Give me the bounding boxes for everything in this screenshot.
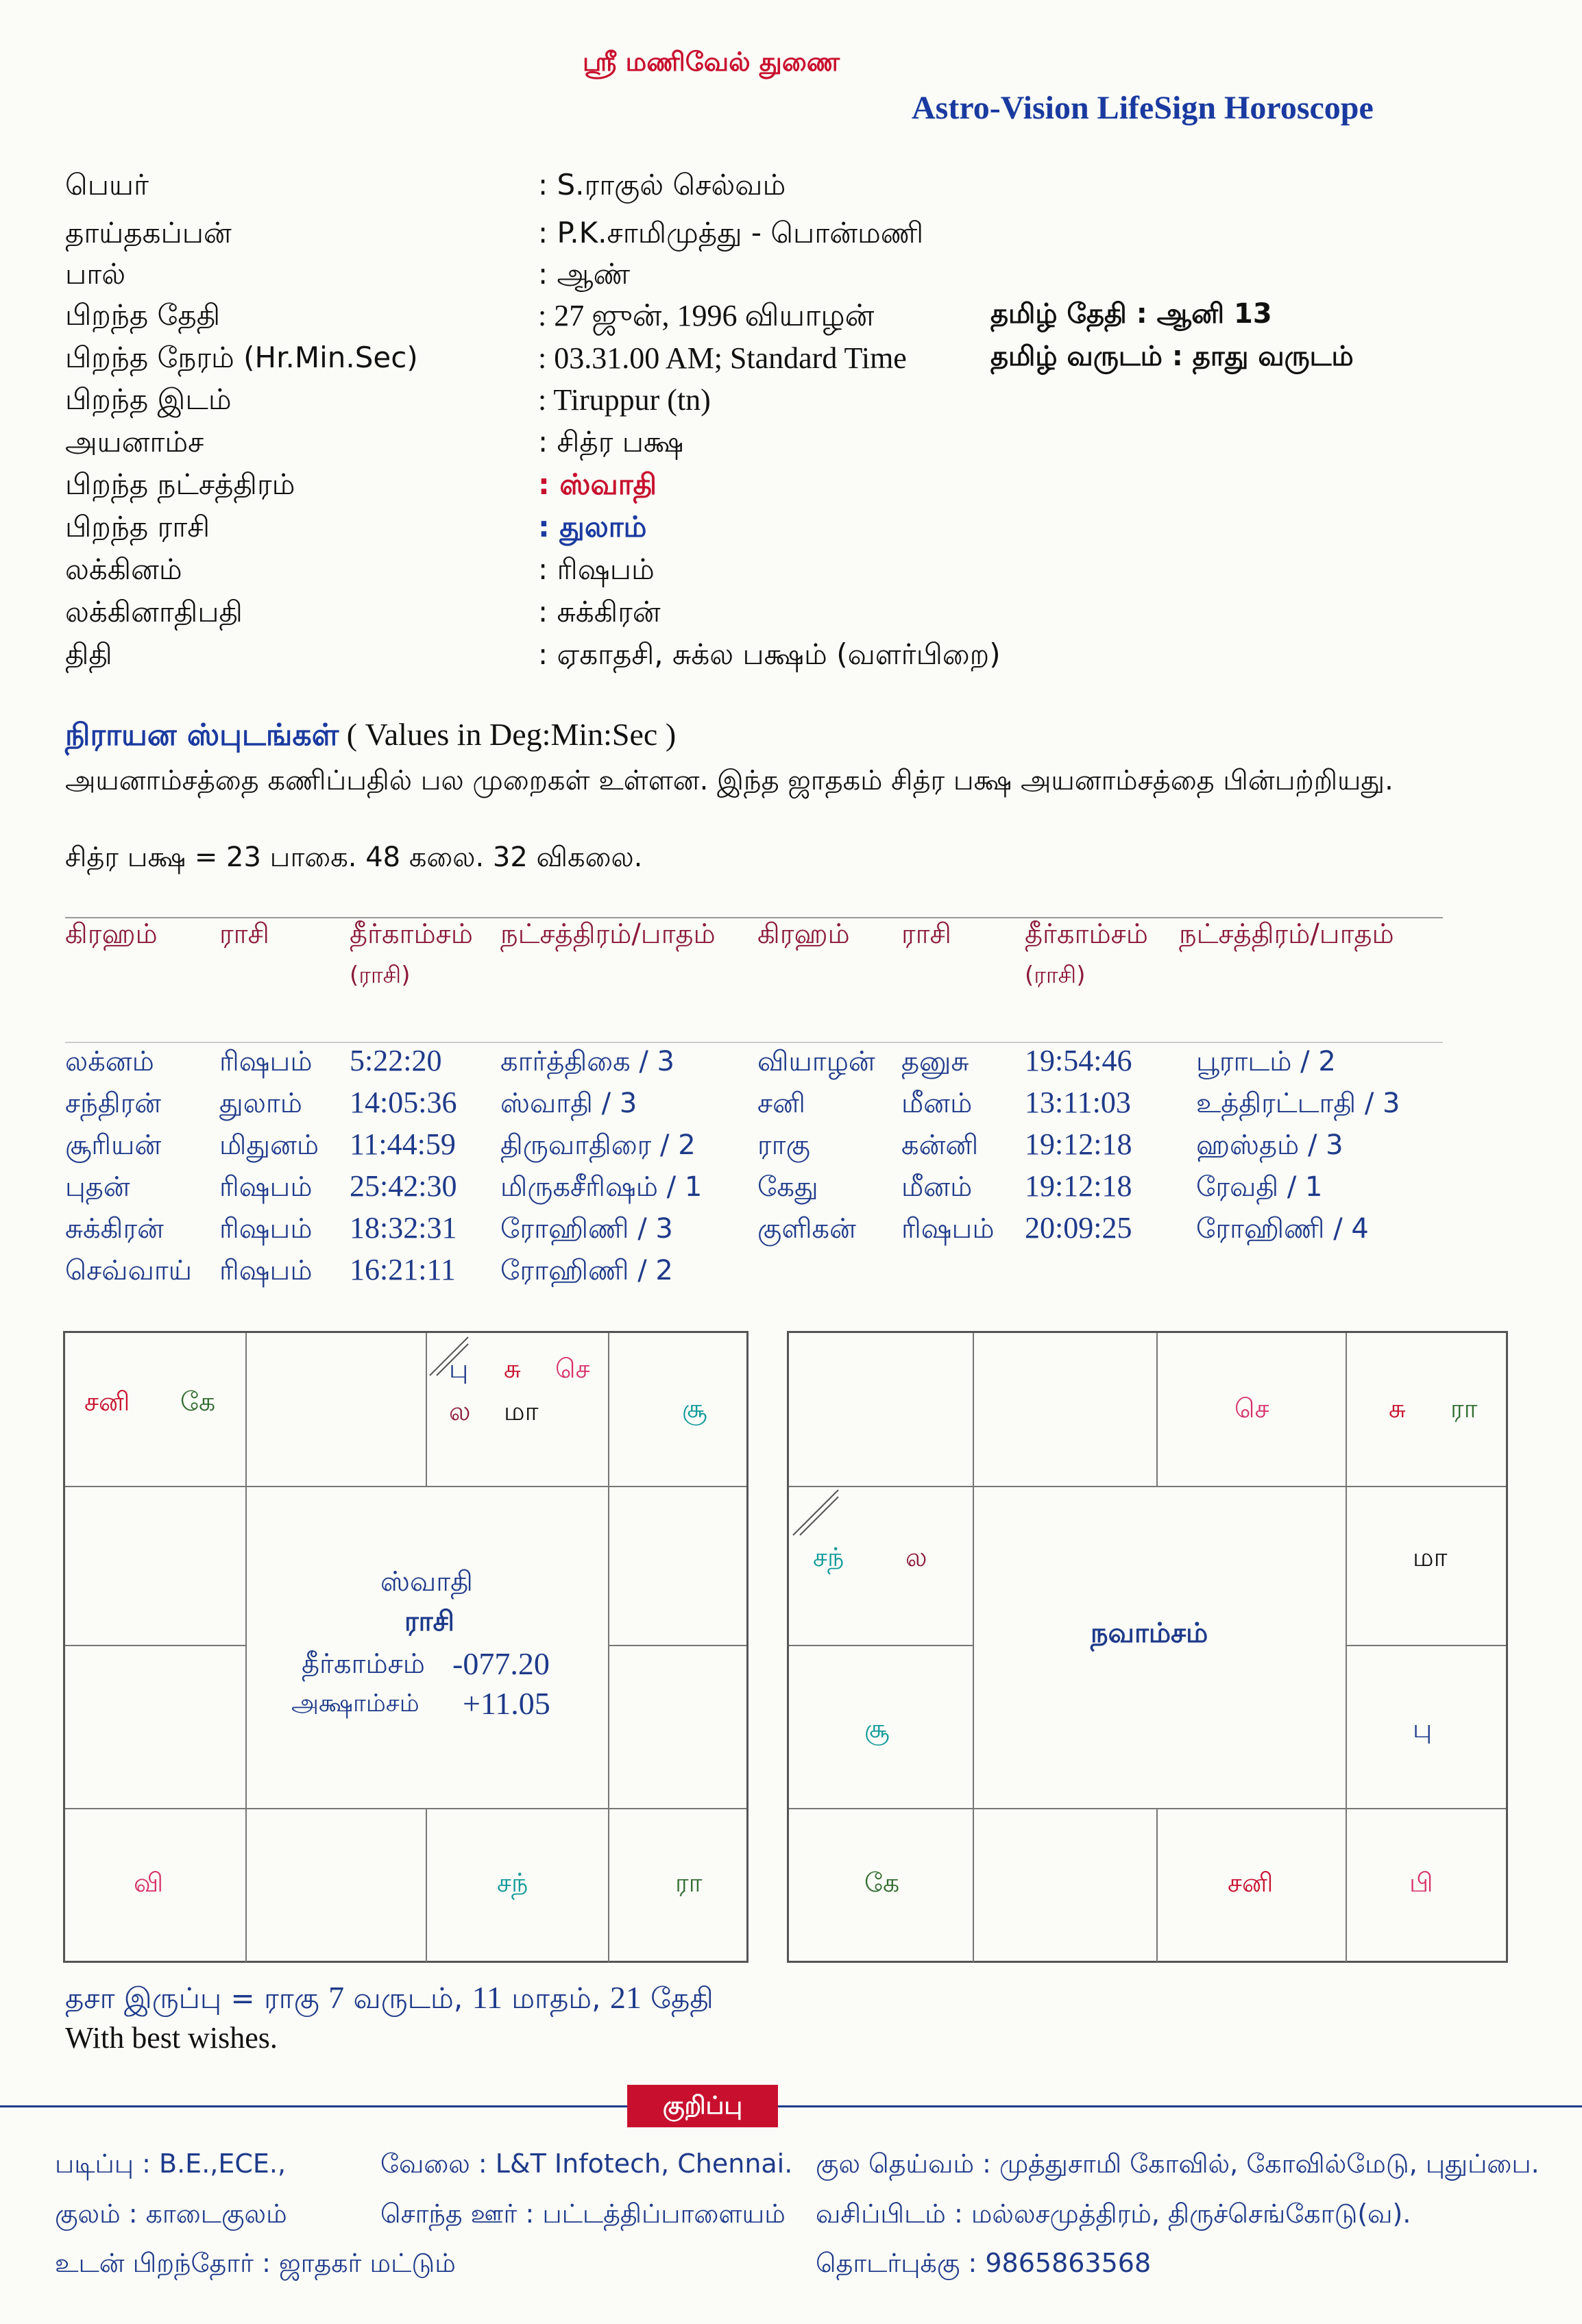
footer-badge: குறிப்பு (627, 2085, 778, 2127)
profile-row-tithi (0, 637, 1582, 677)
rasi-h9-chandran: சந் (497, 1868, 528, 1898)
profile-label: பிறந்த இடம் (65, 382, 232, 416)
profile-value: : 27 ஜுன், 1996 வியாழன் (538, 299, 875, 332)
profile-label: பிறந்த நேரம் (Hr.Min.Sec) (65, 341, 418, 374)
cell-nak: ரோஹிணி / 4 (1196, 1213, 1369, 1245)
dasa-months-label: மாதம், (502, 1981, 610, 2015)
profile-value: : சுக்கிரன் (538, 595, 661, 628)
cell-deg: 18:32:31 (350, 1211, 457, 1245)
dasa-balance (65, 1979, 714, 2019)
dasa-days: 21 (609, 1980, 642, 2015)
cell-rasi: ரிஷபம் (219, 1213, 313, 1245)
nav-h8-sani: சனி (1228, 1868, 1274, 1898)
cell-graham: புதன் (65, 1171, 130, 1203)
nav-h7-viyazhan: பி (1409, 1868, 1433, 1898)
cell-deg: 11:44:59 (350, 1127, 456, 1161)
profile-value: : ஸ்வாதி (538, 467, 657, 501)
profile-row-place (0, 382, 1582, 422)
cell-rasi: தனுசு (901, 1046, 969, 1077)
profile-label: அயனாம்ச (65, 425, 204, 458)
cell-deg: 5:22:20 (350, 1044, 442, 1077)
profile-row-lagna (0, 552, 1582, 592)
rasi-h1-ketu: கே (180, 1386, 216, 1417)
cell-deg: 19:54:46 (1025, 1044, 1132, 1077)
cell-graham: லக்னம் (65, 1046, 154, 1077)
cell-nak: உத்திரட்டாதி / 3 (1196, 1088, 1400, 1119)
footer-residence: வசிப்பிடம் : மல்லசமுத்திரம், திருச்செங்கோடு(வ). (816, 2199, 1411, 2229)
cell-nak: கார்த்திகை / 3 (500, 1046, 675, 1077)
profile-value: : P.K.சாமிமுத்து - பொன்மணி (538, 216, 924, 249)
cell-rasi: துலாம் (219, 1088, 302, 1119)
profile-value: : ஏகாதசி, சுக்ல பக்ஷம் (வளர்பிறை) (538, 637, 1001, 671)
nav-h10-ketu: கே (864, 1868, 900, 1898)
profile-value: : ரிஷபம் (538, 552, 655, 586)
cell-nak: ரோஹிணி / 3 (500, 1213, 673, 1245)
nav-h11-suriyan: சூ (864, 1713, 890, 1744)
profile-row-dob (0, 298, 1582, 338)
profile-value: : ஆண் (538, 257, 631, 291)
footer-contact: தொடர்புக்கு : 9865863568 (816, 2248, 1152, 2278)
nirayana-title (65, 716, 676, 757)
nirayana-title-suffix: ( Values in Deg:Min:Sec ) (339, 717, 677, 752)
cell-rasi: ரிஷபம் (219, 1171, 313, 1203)
longitude-value: -077.20 (452, 1646, 550, 1681)
cell-rasi: மீனம் (901, 1088, 973, 1119)
nav-h5-mandi: மா (1413, 1542, 1448, 1572)
nav-h12-lagnam: ல (905, 1542, 927, 1572)
cell-rasi: மிதுனம் (219, 1129, 319, 1161)
cell-nak: ஹஸ்தம் / 3 (1196, 1129, 1343, 1161)
profile-row-rasi (0, 510, 1582, 550)
nav-h12-chandran: சந் (813, 1542, 844, 1572)
footer-hometown: சொந்த ஊர் : பட்டத்திப்பாளையம் (380, 2199, 786, 2229)
navamsa-chart (787, 1331, 1508, 1963)
chitra-paksha-value: சித்ர பக்ஷ = 23 பாகை. 48 கலை. 32 விகலை. (65, 842, 643, 873)
profile-value: : 03.31.00 AM; Standard Time (538, 341, 907, 375)
header-nakshatra: நட்சத்திரம்/பாதம் (500, 918, 716, 950)
dasa-days-label: தேதி (641, 1981, 714, 2015)
dasa-years: 7 (328, 1980, 345, 2015)
header-longitude: தீர்காம்சம் (350, 918, 473, 950)
cell-nak: ஸ்வாதி / 3 (500, 1088, 637, 1119)
cell-graham: ராகு (757, 1129, 810, 1161)
cell-nak: ரேவதி / 1 (1196, 1171, 1323, 1203)
cell-graham: வியாழன் (757, 1046, 875, 1077)
profile-label: திதி (65, 637, 112, 671)
cell-deg: 20:09:25 (1025, 1211, 1132, 1245)
rasi-chart (63, 1331, 749, 1963)
profile-value: : S.ராகுல் செல்வம் (538, 168, 786, 201)
cell-nak: திருவாதிரை / 2 (500, 1129, 696, 1161)
rasi-h1-sani: சனி (84, 1386, 130, 1417)
cell-graham: சனி (757, 1088, 805, 1119)
profile-row-name (0, 168, 1582, 208)
cell-nak: பூராடம் / 2 (1196, 1046, 1336, 1077)
dasa-years-label: வருடம், (344, 1981, 472, 2015)
footer-job: வேலை : L&T Infotech, Chennai. (380, 2149, 793, 2179)
profile-label: பெயர் (65, 168, 149, 201)
profile-value: : துலாம் (538, 510, 647, 543)
cell-deg: 14:05:36 (350, 1086, 457, 1119)
cell-graham: சந்திரன் (65, 1088, 162, 1119)
header-longitude-sub: (ராசி) (350, 962, 411, 989)
rasi-h12-viyazhan: வி (134, 1868, 164, 1898)
table-header-rule (65, 1042, 1443, 1043)
nirayana-description: அயனாம்சத்தை கணிப்பதில் பல முறைகள் உள்ளன. இந்த ஜாதகம் சித்ர பக்ஷ அயனாம்சத்தை பின்பற்றியது. (65, 765, 1394, 796)
latitude-label: அக்ஷாம்சம் (291, 1689, 419, 1717)
profile-row-gender (0, 257, 1582, 297)
profile-label: தாய்தகப்பன் (65, 216, 232, 249)
profile-row-time (0, 341, 1582, 380)
dasa-months: 11 (472, 1980, 502, 2015)
cell-graham: செவ்வாய் (65, 1255, 193, 1286)
rasi-h10-rahu: ரா (675, 1868, 703, 1898)
header-rasi-2: ராசி (901, 918, 951, 950)
dasa-prefix: தசா இருப்பு = ராகு (65, 1981, 329, 2015)
navamsa-center-title: நவாம்சம் (1091, 1617, 1208, 1649)
cell-deg: 19:12:18 (1025, 1127, 1132, 1161)
profile-label: பிறந்த தேதி (65, 298, 221, 332)
nav-h6-budhan: பு (1413, 1713, 1433, 1744)
longitude-label: தீர்காம்சம் (302, 1648, 425, 1680)
tamil-date: தமிழ் தேதி : ஆனி 13 (990, 298, 1272, 330)
latitude-value: +11.05 (463, 1686, 550, 1721)
cell-deg: 16:21:11 (350, 1253, 456, 1286)
header-graham-2: கிரஹம் (757, 918, 850, 950)
profile-label: பிறந்த நட்சத்திரம் (65, 467, 295, 501)
rasi-h4-suriyan: சூ (682, 1393, 707, 1423)
header-nakshatra-2: நட்சத்திரம்/பாதம் (1179, 918, 1394, 950)
header-graham: கிரஹம் (65, 918, 158, 950)
cell-graham: சூரியன் (65, 1129, 162, 1161)
navamsa-lagna-marker-icon (792, 1489, 840, 1537)
cell-graham: கேது (757, 1171, 818, 1203)
profile-label: லக்கினாதிபதி (65, 595, 243, 628)
footer-rule-right (778, 2105, 1582, 2107)
profile-label: பால் (65, 257, 126, 291)
header-longitude-sub-2: (ராசி) (1025, 962, 1086, 989)
profile-label: பிறந்த ராசி (65, 510, 210, 543)
rasi-h3-lagnam: ல (449, 1396, 471, 1426)
cell-nak: ரோஹிணி / 2 (500, 1255, 673, 1286)
cell-deg: 19:12:18 (1025, 1169, 1132, 1203)
footer-clan: குலம் : காடைகுலம் (55, 2199, 287, 2229)
profile-row-ayanamsa (0, 425, 1582, 465)
header-title: Astro-Vision LifeSign Horoscope (912, 90, 1374, 126)
nav-h4-sukkiran: சு (1389, 1393, 1406, 1423)
profile-row-star (0, 467, 1582, 507)
cell-rasi: ரிஷபம் (901, 1213, 995, 1245)
profile-row-lagna-lord (0, 595, 1582, 635)
cell-graham: குளிகன் (757, 1213, 856, 1245)
cell-rasi: ரிஷபம் (219, 1255, 313, 1286)
rasi-center-title: ராசி (404, 1606, 454, 1637)
nirayana-title-tamil: நிராயன ஸ்புடங்கள் (65, 718, 339, 753)
tamil-year: தமிழ் வருடம் : தாது வருடம் (990, 341, 1354, 372)
footer-education: படிப்பு : B.E.,ECE., (55, 2149, 287, 2179)
profile-value: : Tiruppur (tn) (538, 383, 711, 417)
header-rasi: ராசி (219, 918, 269, 950)
footer-siblings: உடன் பிறந்தோர் : ஜாதகர் மட்டும் (55, 2248, 456, 2278)
footer-rule-left (0, 2105, 627, 2107)
profile-value: : சித்ர பக்ஷ (538, 425, 684, 458)
header-deity: ஸ்ரீ மணிவேல் துணை (583, 47, 840, 77)
nav-h4-rahu: ரா (1450, 1393, 1478, 1423)
best-wishes: With best wishes. (65, 2021, 278, 2055)
nav-h3-sevvai: செ (1234, 1393, 1269, 1423)
cell-deg: 13:11:03 (1025, 1086, 1131, 1119)
cell-graham: சுக்கிரன் (65, 1213, 164, 1245)
cell-rasi: கன்னி (901, 1129, 979, 1161)
cell-deg: 25:42:30 (350, 1169, 457, 1203)
rasi-h3-budhan: பு (449, 1354, 469, 1384)
cell-nak: மிருகசீரிஷம் / 1 (500, 1171, 703, 1203)
rasi-h3-sukkiran: சு (504, 1354, 521, 1384)
cell-rasi: ரிஷபம் (219, 1046, 313, 1077)
profile-row-parents (0, 216, 1582, 256)
profile-label: லக்கினம் (65, 552, 182, 586)
cell-rasi: மீனம் (901, 1171, 973, 1203)
header-longitude-2: தீர்காம்சம் (1025, 918, 1148, 950)
footer-deity: குல தெய்வம் : முத்துசாமி கோவில், கோவில்மேடு, புதுப்பை. (816, 2149, 1540, 2179)
rasi-center-star: ஸ்வாதி (380, 1566, 473, 1598)
rasi-h3-sevvai: செ (555, 1354, 590, 1384)
rasi-h3-mandi: மா (504, 1396, 539, 1426)
